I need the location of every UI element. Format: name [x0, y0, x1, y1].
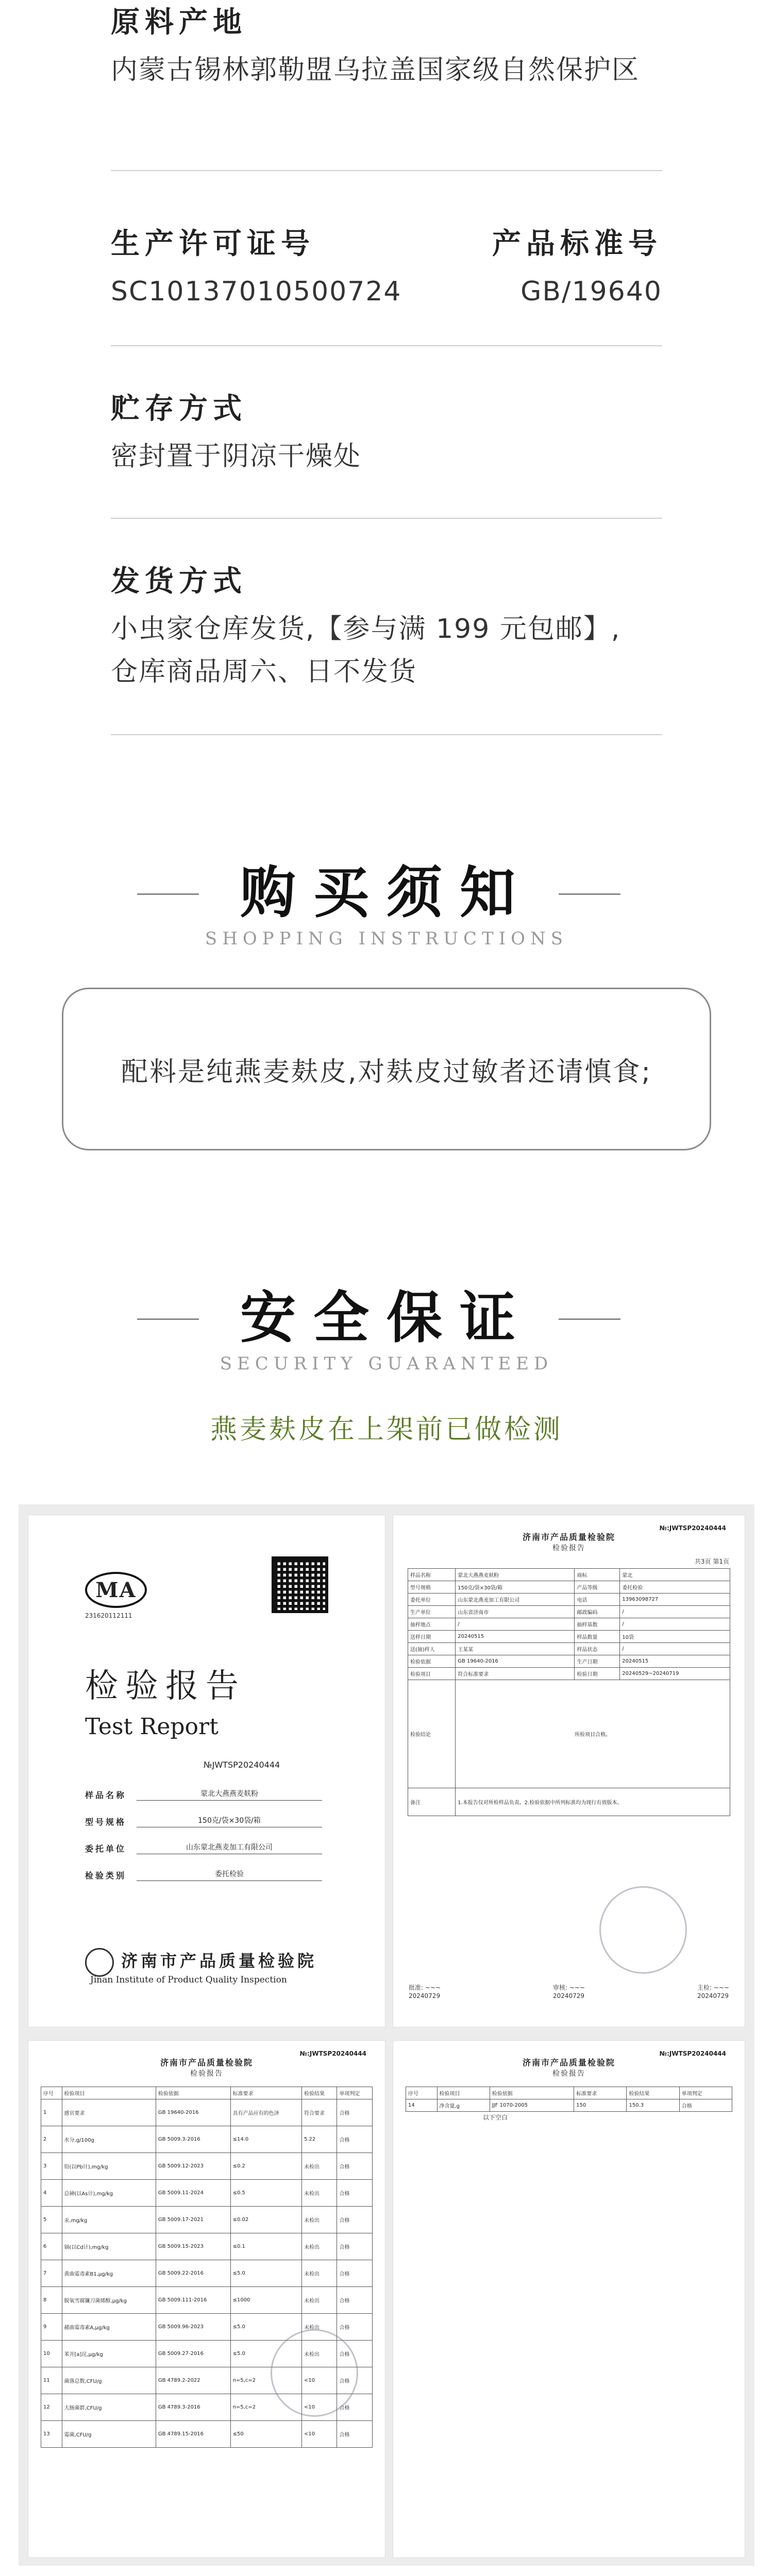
table-row	[41, 2233, 373, 2260]
cell: GB 4789.3-2016	[156, 2394, 230, 2421]
cell: ≤0.02	[230, 2207, 301, 2233]
heading-line-right	[559, 1318, 620, 1320]
storage-block	[111, 392, 662, 478]
field-key: 委托单位	[85, 1844, 127, 1854]
cell: 合格	[337, 2207, 373, 2233]
sign-date: 20240729	[409, 1992, 441, 1999]
cell: 铅(以Pb计),mg/kg	[62, 2153, 156, 2180]
field-value: 山东蒙北燕麦加工有限公司	[137, 1842, 322, 1854]
cell: 合格	[337, 2314, 373, 2341]
cell: 未检出	[301, 2287, 337, 2314]
cell: 5	[41, 2207, 62, 2233]
cell: 合格	[337, 2367, 373, 2394]
origin-value: 内蒙古锡林郭勒盟乌拉盖国家级自然保护区	[111, 55, 640, 86]
cell: 生产日期	[575, 1655, 620, 1667]
cell: n=5,c=2	[230, 2394, 301, 2421]
cell: 10	[41, 2341, 62, 2367]
storage-value: 密封置于阴凉干燥处	[111, 441, 362, 472]
cell: 送样日期	[408, 1630, 456, 1642]
cell: ≤1000	[230, 2287, 301, 2314]
cell: 8	[41, 2287, 62, 2314]
cell: 大肠菌群,CFU/g	[62, 2394, 156, 2421]
notice-box	[62, 988, 711, 1150]
cell: 合格	[337, 2287, 373, 2314]
cell: GB 19640-2016	[456, 1655, 575, 1667]
cell: GB 5009.12-2023	[156, 2153, 230, 2180]
field-value: 150克/袋×30袋/箱	[137, 1815, 322, 1827]
cell: ≤0.2	[230, 2153, 301, 2180]
cell: 150	[574, 2099, 627, 2112]
report-title: 检验报告	[85, 1667, 246, 1705]
cell: ≤5.0	[230, 2260, 301, 2287]
heading-line-left	[137, 893, 199, 895]
institute-name-en: Jinan Institute of Product Quality Inspection	[90, 1975, 287, 1985]
cell: 蒙北大燕燕麦麸粉	[456, 1568, 575, 1581]
cell: 样品状态	[575, 1642, 620, 1655]
cell: 20240515	[620, 1655, 730, 1667]
sign-label: 主检:	[697, 1984, 712, 1991]
cell: 未检出	[301, 2341, 337, 2367]
cell: 9	[41, 2314, 62, 2341]
cell: 150.3	[627, 2099, 679, 2112]
page-heading: 济南市产品质量检验院	[160, 2058, 253, 2067]
cell: 未检出	[301, 2314, 337, 2341]
cell: 抽样基数	[575, 1618, 620, 1630]
page-subheading: 检验报告	[552, 2070, 585, 2078]
page-number: №:JWTSP20240444	[299, 2050, 366, 2057]
sign-date: 20240729	[697, 1992, 729, 1999]
cell: 4	[41, 2180, 62, 2207]
cell: 山东省济南市	[456, 1605, 575, 1618]
cell: GB 4789.2-2022	[156, 2367, 230, 2394]
cell: 20240515	[456, 1630, 575, 1642]
table-row	[408, 1593, 730, 1605]
cell: 委托单位	[408, 1593, 456, 1605]
license-value: SC10137010500724	[111, 276, 402, 308]
table-row	[408, 1568, 730, 1581]
cell: 样品名称	[408, 1568, 456, 1581]
cell: ≤0.5	[230, 2180, 301, 2207]
report-number: №JWTSP20240444	[204, 1760, 280, 1770]
shipping-block	[111, 564, 662, 694]
table-row	[406, 2099, 732, 2112]
table-row	[41, 2126, 373, 2153]
signatures	[409, 1984, 729, 2000]
cell: GB 5009.22-2016	[156, 2260, 230, 2287]
results-table	[406, 2087, 732, 2112]
signature: 批准: ~~~ 20240729	[409, 1984, 441, 1999]
header-cell: 标准要求	[230, 2087, 301, 2099]
header-cell: 检验项目	[437, 2087, 490, 2099]
cell: 5.22	[301, 2126, 337, 2153]
page-subheading: 检验报告	[190, 2070, 223, 2078]
cover-field	[85, 1815, 322, 1827]
header-row	[41, 2087, 373, 2099]
cell: n=5,c=2	[230, 2367, 301, 2394]
cell: ≤50	[230, 2421, 301, 2448]
cell: 合格	[337, 2180, 373, 2207]
field-value: 蒙北大燕燕麦麸粉	[137, 1788, 322, 1801]
cell: 黄曲霉毒素B1,μg/kg	[62, 2260, 156, 2287]
cell: 20240529~20240719	[620, 1667, 730, 1680]
report-page-2	[393, 1515, 745, 2027]
header-cell: 检验依据	[156, 2087, 230, 2099]
cell: 符合要求	[301, 2099, 337, 2126]
divider	[111, 170, 662, 171]
table-row	[408, 1605, 730, 1618]
cell: 样品数量	[575, 1630, 620, 1642]
cell: 150克/袋×30袋/箱	[456, 1581, 575, 1593]
table-row	[408, 1667, 730, 1680]
cell: 未检出	[301, 2180, 337, 2207]
cell: ≤5.0	[230, 2314, 301, 2341]
report-page-3	[28, 2040, 385, 2558]
table-row	[408, 1618, 730, 1630]
qr-code-icon	[272, 1556, 328, 1613]
cell: 检验项目	[408, 1667, 456, 1680]
table-row	[41, 2180, 373, 2207]
cma-mark	[85, 1572, 147, 1620]
table-row	[408, 1630, 730, 1642]
cma-logo-icon: MA	[85, 1572, 147, 1608]
info-table	[408, 1568, 730, 1816]
cell: /	[620, 1642, 730, 1655]
cell: 13	[41, 2421, 62, 2448]
cell: 脱氧雪腐镰刀菌烯醇,μg/kg	[62, 2287, 156, 2314]
cell: 合格	[337, 2421, 373, 2448]
cell: 合格	[337, 2233, 373, 2260]
header-cell: 单项判定	[337, 2087, 373, 2099]
report-cover-page	[28, 1515, 385, 2027]
security-title	[240, 1286, 533, 1350]
cell: <10	[301, 2421, 337, 2448]
cell: 1	[41, 2099, 62, 2126]
cell: 11	[41, 2367, 62, 2394]
origin-label: 原料产地	[111, 6, 247, 39]
header-cell: 检验依据	[490, 2087, 574, 2099]
remark-row	[408, 1788, 730, 1816]
cell: GB 5009.111-2016	[156, 2287, 230, 2314]
security-title-text: 安全保证	[240, 1286, 533, 1350]
cell: 菌落总数,CFU/g	[62, 2367, 156, 2394]
page-number: №:JWTSP20240444	[659, 2050, 726, 2057]
cell: 总砷(以As计),mg/kg	[62, 2180, 156, 2207]
cell: GB 5009.27-2016	[156, 2341, 230, 2367]
header-row	[406, 2087, 732, 2099]
standard-label: 产品标准号	[492, 227, 662, 261]
cell: 13963098727	[620, 1593, 730, 1605]
cell: 委托检验	[620, 1581, 730, 1593]
cell: 汞,mg/kg	[62, 2207, 156, 2233]
cell: 生产单位	[408, 1605, 456, 1618]
table-row	[41, 2207, 373, 2233]
cell: 10袋	[620, 1630, 730, 1642]
cell: 合格	[337, 2394, 373, 2421]
signature: 审核: ~~~ 20240729	[552, 1984, 585, 1999]
cell: GB 5009.17-2021	[156, 2207, 230, 2233]
table-row	[408, 1655, 730, 1667]
table-row	[41, 2099, 373, 2126]
cell: /	[620, 1605, 730, 1618]
cell: 6	[41, 2233, 62, 2260]
cell: 苯并[a]芘,μg/kg	[62, 2341, 156, 2367]
field-value: 委托检验	[137, 1869, 322, 1881]
cell	[456, 1680, 730, 1788]
cell: 备注	[408, 1788, 456, 1816]
cell: 合格	[337, 2099, 373, 2126]
conclusion-text: 所检项目合格。	[575, 1732, 611, 1738]
license-standard-block	[111, 227, 662, 313]
table-row	[41, 2287, 373, 2314]
cell: 山东蒙北燕麦加工有限公司	[456, 1593, 575, 1605]
table-row	[408, 1581, 730, 1593]
cell: 合格	[337, 2260, 373, 2287]
cell: 12	[41, 2394, 62, 2421]
cell: 未检出	[301, 2260, 337, 2287]
notice-subtitle: SHOPPING INSTRUCTIONS	[205, 928, 568, 949]
cell: 合格	[337, 2126, 373, 2153]
cell: GB 4789.15-2016	[156, 2421, 230, 2448]
cover-fields	[85, 1788, 322, 1895]
heading-line-left	[137, 1318, 199, 1320]
cell: GB 19640-2016	[156, 2099, 230, 2126]
sign-date: 20240729	[552, 1992, 585, 1999]
signature: 主检: ~~~ 20240729	[697, 1984, 729, 1999]
institute-logo-icon	[85, 1948, 114, 1977]
security-heading	[0, 1286, 773, 1374]
cell: GB 5009.96-2023	[156, 2314, 230, 2341]
cell: 1.本报告仅对所检样品负责。2.检验依据中所列标准均为现行有效版本。	[456, 1788, 730, 1816]
cell: <10	[301, 2394, 337, 2421]
cell: 合格	[679, 2099, 732, 2112]
storage-label: 贮存方式	[111, 392, 247, 426]
divider	[111, 518, 662, 519]
notice-text: 配料是纯燕麦麸皮,对麸皮过敏者还请慎食;	[121, 1056, 652, 1088]
institute-name: 济南市产品质量检验院	[121, 1951, 317, 1971]
page-heading: 济南市产品质量检验院	[522, 1532, 615, 1542]
shipping-line2: 仓库商品周六、日不发货	[111, 656, 417, 688]
cell: 邮政编码	[575, 1605, 620, 1618]
cell: 未检出	[301, 2153, 337, 2180]
cell: 14	[406, 2099, 438, 2112]
cover-field	[85, 1869, 322, 1881]
table-row	[41, 2421, 373, 2448]
report-page-4	[393, 2040, 745, 2558]
cell: 感官要求	[62, 2099, 156, 2126]
security-subtitle: SECURITY GUARANTEED	[220, 1353, 553, 1374]
cell: 电话	[575, 1593, 620, 1605]
notice-heading	[0, 861, 773, 949]
cell: 霉菌,CFU/g	[62, 2421, 156, 2448]
sign-label: 审核:	[552, 1984, 568, 1991]
report-title-en: Test Report	[85, 1714, 219, 1740]
end-of-table: 以下空白	[483, 2114, 508, 2121]
header-cell: 检验结果	[627, 2087, 679, 2099]
standard-value: GB/19640	[520, 276, 662, 308]
table-row	[41, 2153, 373, 2180]
cell: 检验依据	[408, 1655, 456, 1667]
divider	[111, 345, 662, 346]
cell: 2	[41, 2126, 62, 2153]
page-count: 共3页 第1页	[694, 1558, 729, 1565]
cell: 检验结论	[408, 1680, 456, 1788]
cell: 水分,g/100g	[62, 2126, 156, 2153]
cell: /	[620, 1618, 730, 1630]
license-label: 生产许可证号	[111, 227, 315, 261]
cell: ≤5.0	[230, 2341, 301, 2367]
header-cell: 单项判定	[679, 2087, 732, 2099]
institute-block	[85, 1948, 343, 1985]
cell: 净含量,g	[437, 2099, 490, 2112]
page-subheading: 检验报告	[552, 1544, 585, 1552]
notice-title	[240, 861, 533, 925]
official-seal-icon	[271, 2329, 358, 2417]
cell: ≤14.0	[230, 2126, 301, 2153]
field-key: 检验类别	[85, 1871, 127, 1880]
shipping-label: 发货方式	[111, 565, 247, 598]
cell: 符合标准要求	[456, 1667, 575, 1680]
cell: 送(抽)样人	[408, 1642, 456, 1655]
page-heading: 济南市产品质量检验院	[522, 2058, 615, 2067]
cell: GB 5009.11-2024	[156, 2180, 230, 2207]
conclusion-row	[408, 1680, 730, 1788]
cell: 未检出	[301, 2233, 337, 2260]
divider	[111, 734, 662, 735]
cell: GB 5009.15-2023	[156, 2233, 230, 2260]
cell: 赭曲霉毒素A,μg/kg	[62, 2314, 156, 2341]
cell: 合格	[337, 2153, 373, 2180]
header-cell: 检验结果	[301, 2087, 337, 2099]
sign-label: 批准:	[409, 1984, 424, 1991]
header-cell: 序号	[406, 2087, 438, 2099]
cover-field	[85, 1788, 322, 1801]
cell: /	[456, 1618, 575, 1630]
security-green-text: 燕麦麸皮在上架前已做检测	[210, 1414, 563, 1445]
cell: 抽样地点	[408, 1618, 456, 1630]
heading-line-right	[559, 893, 620, 895]
cell: JJF 1070-2005	[490, 2099, 574, 2112]
cell: 7	[41, 2260, 62, 2287]
cell: 镉(以Cd计),mg/kg	[62, 2233, 156, 2260]
cell: 型号规格	[408, 1581, 456, 1593]
header-cell: 序号	[41, 2087, 62, 2099]
page-number: №:JWTSP20240444	[659, 1524, 726, 1532]
cell: 商标	[575, 1568, 620, 1581]
table-row	[408, 1642, 730, 1655]
cell: 未检出	[301, 2207, 337, 2233]
notice-title-text: 购买须知	[240, 861, 533, 925]
header-cell: 检验项目	[62, 2087, 156, 2099]
header-cell: 标准要求	[574, 2087, 627, 2099]
cell: GB 5009.3-2016	[156, 2126, 230, 2153]
cell: 3	[41, 2153, 62, 2180]
table-row	[41, 2260, 373, 2287]
cell: 产品等级	[575, 1581, 620, 1593]
cell: 蒙北	[620, 1568, 730, 1581]
cell: 检验日期	[575, 1667, 620, 1680]
cell: 具有产品应有的色泽	[230, 2099, 301, 2126]
field-key: 型号规格	[85, 1817, 127, 1827]
cell: ≤0.1	[230, 2233, 301, 2260]
cma-number: 231620112111	[85, 1612, 132, 1619]
field-key: 样品名称	[85, 1790, 127, 1800]
origin-block	[111, 5, 662, 92]
cover-field	[85, 1842, 322, 1854]
official-seal-icon	[599, 1886, 687, 1974]
cell: 合格	[337, 2341, 373, 2367]
cell: <10	[301, 2367, 337, 2394]
cell: 王某某	[456, 1642, 575, 1655]
shipping-line1: 小虫家仓库发货,【参与满 199 元包邮】,	[111, 614, 621, 645]
